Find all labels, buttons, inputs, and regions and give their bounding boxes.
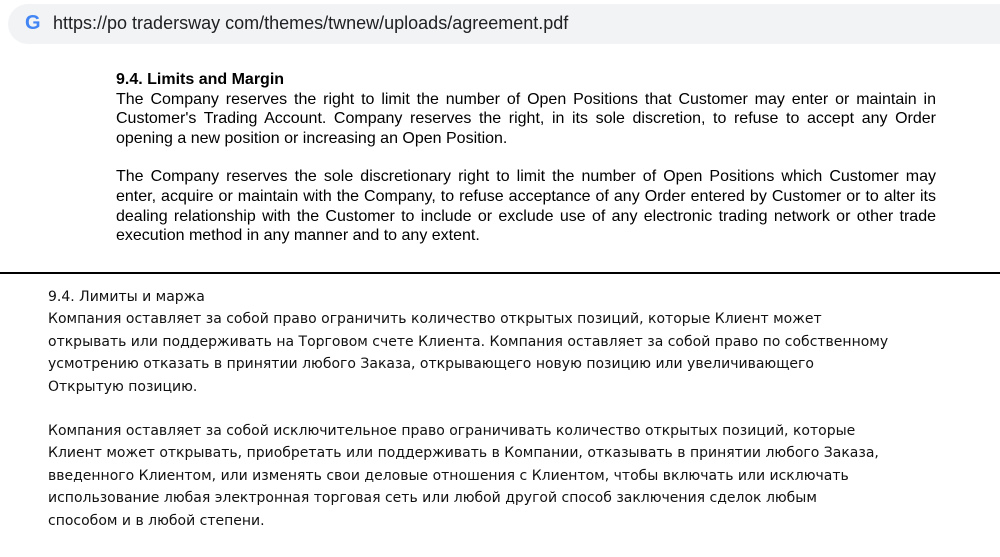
google-g-icon: G <box>25 12 41 34</box>
paragraph-line: введенного Клиентом, или изменять свои деловые отношения с Клиентом, чтобы включать или исключать <box>48 467 849 484</box>
paragraph-line: использование любая электронная торговая сеть или любой другой способ заключения сделок любым <box>48 490 817 507</box>
paragraph-line: Компания оставляет за собой исключительное право ограничивать количество открытых позиций, которые <box>48 423 856 440</box>
paragraph-line: Клиент может открывать, приобретать или поддерживать в Компании, отказывать в принятии любого Заказа, <box>48 445 879 462</box>
paragraph-ru-1 <box>48 308 988 398</box>
english-document-section <box>116 70 936 246</box>
section-heading-en: 9.4. Limits and Margin <box>116 71 285 88</box>
section-heading-ru: 9.4. Лимиты и маржа <box>48 289 205 305</box>
paragraph-en-1: The Company reserves the right to limit the number of Open Positions that Customer may enter or maintain in Customer's Trading Account. Company reserves the right, in its sole discretion, to refuse to accept any Order opening a new position or increasing an Open Position. <box>116 90 936 147</box>
divider <box>0 272 1000 274</box>
paragraph-line: способом и в любой степени. <box>48 512 265 529</box>
address-bar[interactable] <box>8 4 1000 44</box>
paragraph-line: Компания оставляет за собой право ограничить количество открытых позиций, которые Клиент может <box>48 311 822 328</box>
paragraph-line: открывать или поддерживать на Торговом счете Клиента. Компания оставляет за собой право по собственному <box>48 333 889 350</box>
russian-translation-section <box>48 286 988 532</box>
paragraph-line: Открытую позицию. <box>48 378 198 395</box>
url-text[interactable]: https://po tradersway com/themes/twnew/uploads/agreement.pdf <box>53 13 569 33</box>
paragraph-en-2: The Company reserves the sole discretionary right to limit the number of Open Positions which Customer may enter, acquire or maintain with the Company, to refuse acceptance of any Order entered by Customer or to alter its dealing relationship with the Customer to include or exclude use of any electronic trading network or other trade execution method in any manner and to any extent. <box>116 168 936 245</box>
paragraph-line: усмотрению отказать в принятии любого Заказа, открывающего новую позицию или увеличивающего <box>48 356 814 373</box>
paragraph-ru-2 <box>48 420 988 532</box>
